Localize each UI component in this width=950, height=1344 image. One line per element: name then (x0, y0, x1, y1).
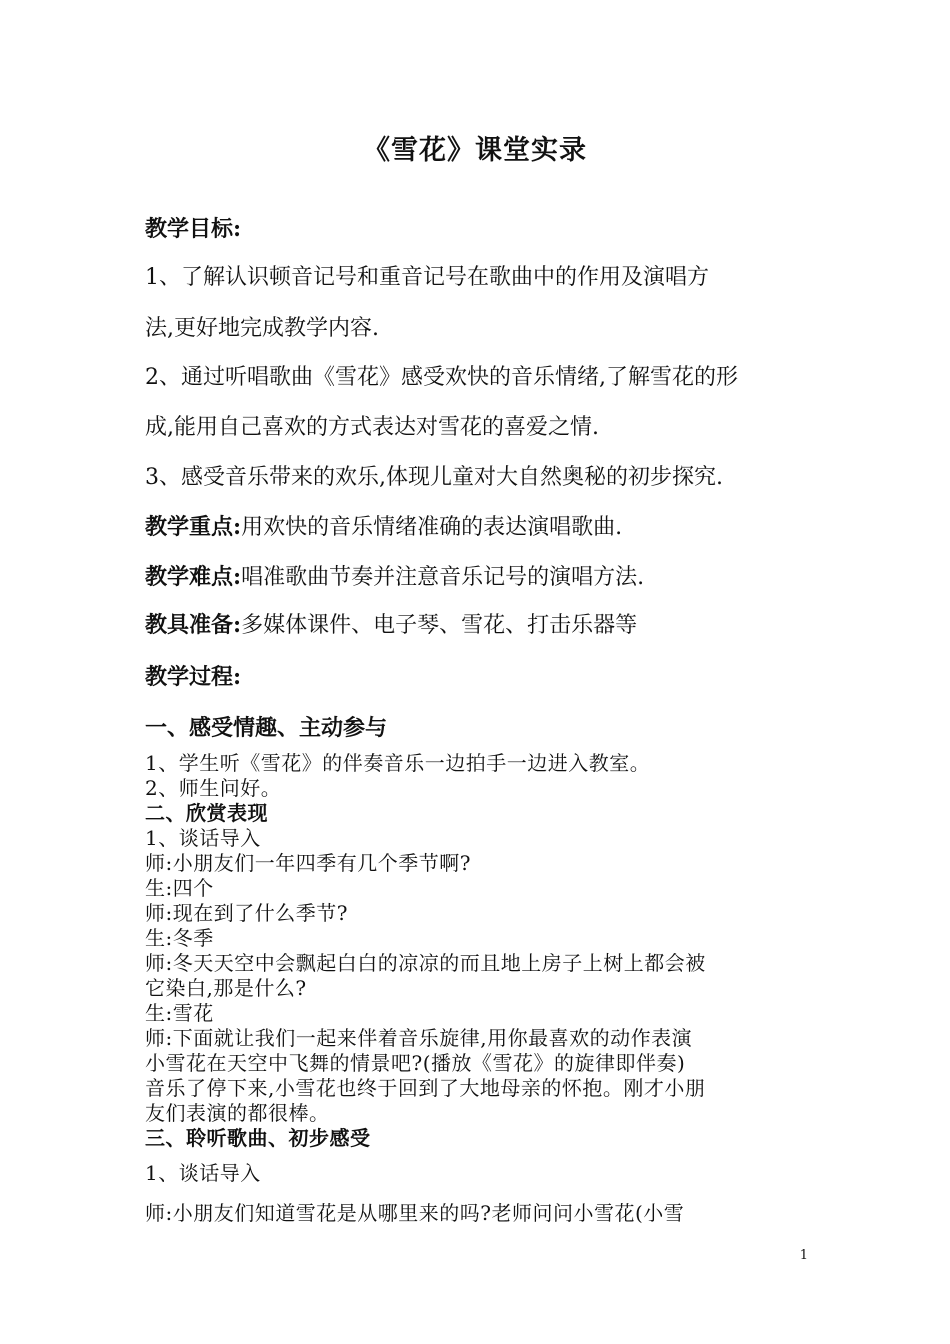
transcript-line: 1、学生听《雪花》的伴奏音乐一边拍手一边进入教室。 (145, 751, 651, 775)
page-title: 《雪花》课堂实录 (363, 135, 587, 166)
transcript-line: 生:冬季 (145, 926, 214, 950)
section-heading-3: 三、聆听歌曲、初步感受 (145, 1126, 371, 1150)
objective-line: 成,能用自己喜欢的方式表达对雪花的喜爱之情. (145, 415, 599, 440)
section-heading-objectives: 教学目标: (145, 216, 242, 242)
transcript-line: 生:雪花 (145, 1001, 214, 1025)
objective-line: 1、了解认识顿音记号和重音记号在歌曲中的作用及演唱方 (145, 265, 709, 290)
section-heading-process: 教学过程: (145, 664, 242, 690)
key-point-label: 教学重点: (145, 514, 242, 540)
transcript-line: 师:小朋友们一年四季有几个季节啊? (145, 851, 471, 875)
transcript-line: 音乐了停下来,小雪花也终于回到了大地母亲的怀抱。刚才小朋 (145, 1076, 706, 1100)
objective-line: 3、感受音乐带来的欢乐,体现儿童对大自然奥秘的初步探究. (145, 465, 723, 490)
objective-line: 法,更好地完成教学内容. (145, 316, 379, 341)
difficulty-label: 教学难点: (145, 564, 242, 590)
objective-line: 2、通过听唱歌曲《雪花》感受欢快的音乐情绪,了解雪花的形 (145, 365, 738, 390)
transcript-line: 师:小朋友们知道雪花是从哪里来的吗?老师问问小雪花(小雪 (145, 1201, 685, 1225)
transcript-line: 它染白,那是什么? (145, 976, 307, 1000)
materials-text: 多媒体课件、电子琴、雪花、打击乐器等 (241, 613, 638, 638)
transcript-line: 小雪花在天空中飞舞的情景吧?(播放《雪花》的旋律即伴奏) (145, 1051, 686, 1075)
page-number: 1 (799, 1248, 808, 1263)
difficulty-text: 唱准歌曲节奏并注意音乐记号的演唱方法. (241, 565, 645, 590)
transcript-line: 1、谈话导入 (145, 1161, 261, 1185)
section-heading-1: 一、感受情趣、主动参与 (145, 715, 388, 741)
transcript-line: 师:冬天天空中会飘起白白的凉凉的而且地上房子上树上都会被 (145, 951, 706, 975)
transcript-line: 师:现在到了什么季节? (145, 901, 348, 925)
key-point-line (145, 510, 622, 541)
transcript-line: 1、谈话导入 (145, 826, 261, 850)
difficulty-line (145, 560, 644, 591)
materials-label: 教具准备: (145, 612, 242, 638)
section-heading-2: 二、欣赏表现 (145, 801, 268, 825)
transcript-line: 师:下面就让我们一起来伴着音乐旋律,用你最喜欢的动作表演 (145, 1026, 693, 1050)
transcript-line: 友们表演的都很棒。 (145, 1101, 330, 1125)
key-point-text: 用欢快的音乐情绪准确的表达演唱歌曲. (241, 515, 623, 540)
transcript-line: 2、师生问好。 (145, 776, 282, 800)
transcript-line: 生:四个 (145, 876, 214, 900)
materials-line (145, 608, 637, 639)
